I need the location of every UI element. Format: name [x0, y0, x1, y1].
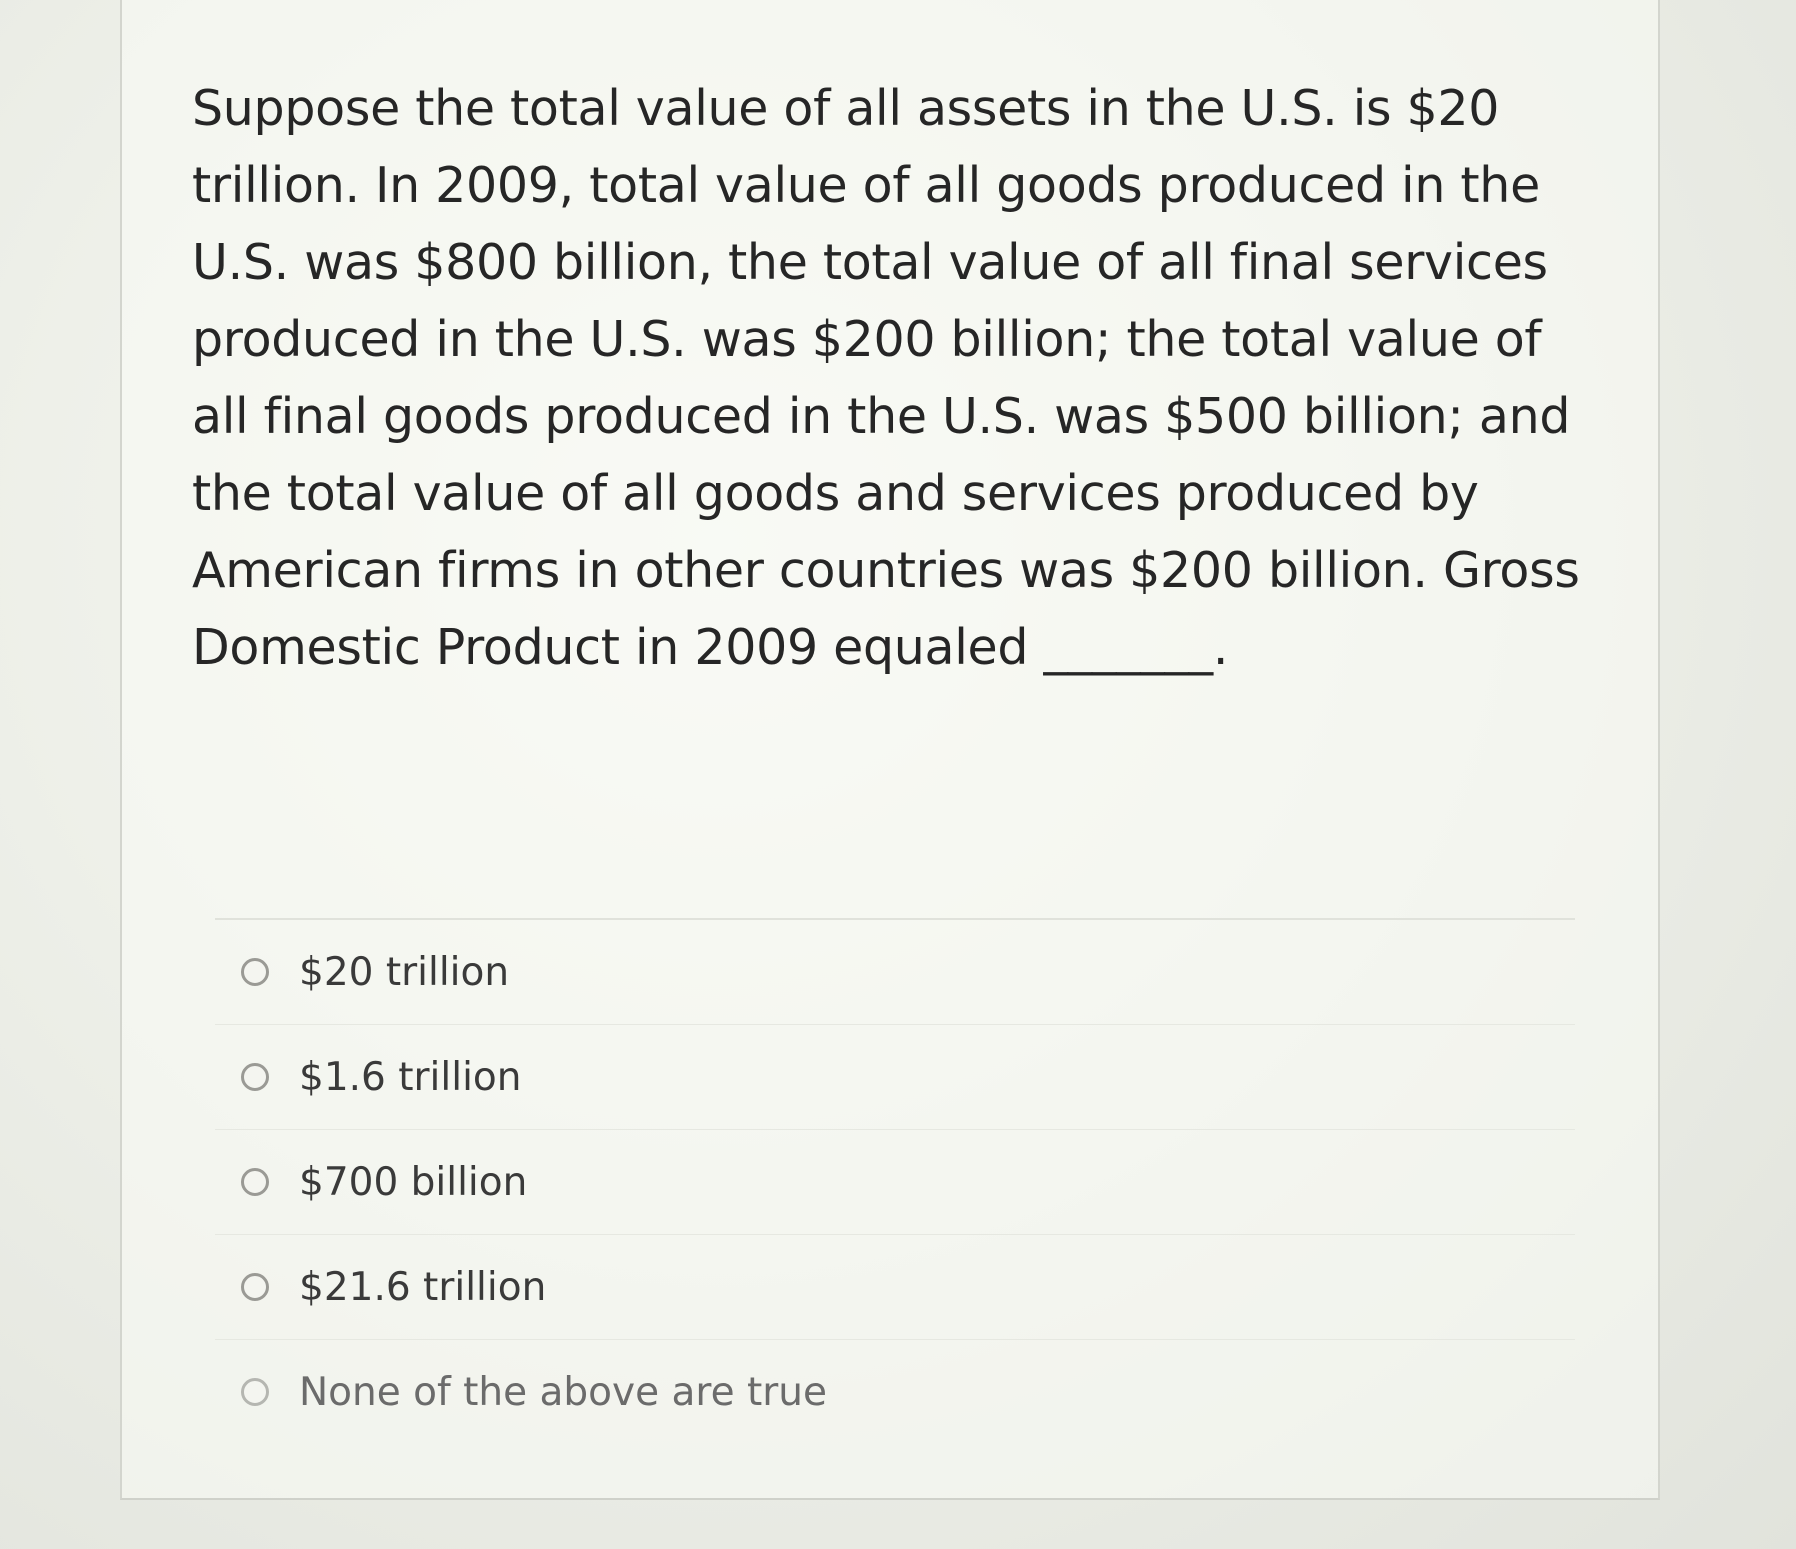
option-label: $1.6 trillion [299, 1054, 522, 1100]
answer-options [215, 918, 1575, 1444]
option-700-billion[interactable] [215, 1129, 1575, 1234]
option-21-6-trillion[interactable] [215, 1234, 1575, 1339]
option-label: $20 trillion [299, 949, 510, 995]
radio-button-icon[interactable] [241, 1273, 269, 1301]
question-text: Suppose the total value of all assets in the U.S. is $20 trillion. In 2009, total value of all goods produced in the U.S. was $800 billion, the total value of all final services produced in the U.S. was $200 billion; the total value of all final goods produced in the U.S. was $500 billion; and the total value of all goods and services produced by American firms in other countries was $200 billion. Gross Domestic Product in 2009 equaled _______. [192, 80, 1580, 676]
radio-button-icon[interactable] [241, 958, 269, 986]
option-label: $21.6 trillion [299, 1264, 547, 1310]
option-none-of-the-above[interactable] [215, 1339, 1575, 1444]
option-label: $700 billion [299, 1159, 528, 1205]
option-label: None of the above are true [299, 1369, 828, 1415]
option-20-trillion[interactable] [215, 920, 1575, 1024]
radio-button-icon[interactable] [241, 1168, 269, 1196]
radio-button-icon[interactable] [241, 1378, 269, 1406]
radio-button-icon[interactable] [241, 1063, 269, 1091]
option-1-6-trillion[interactable] [215, 1024, 1575, 1129]
